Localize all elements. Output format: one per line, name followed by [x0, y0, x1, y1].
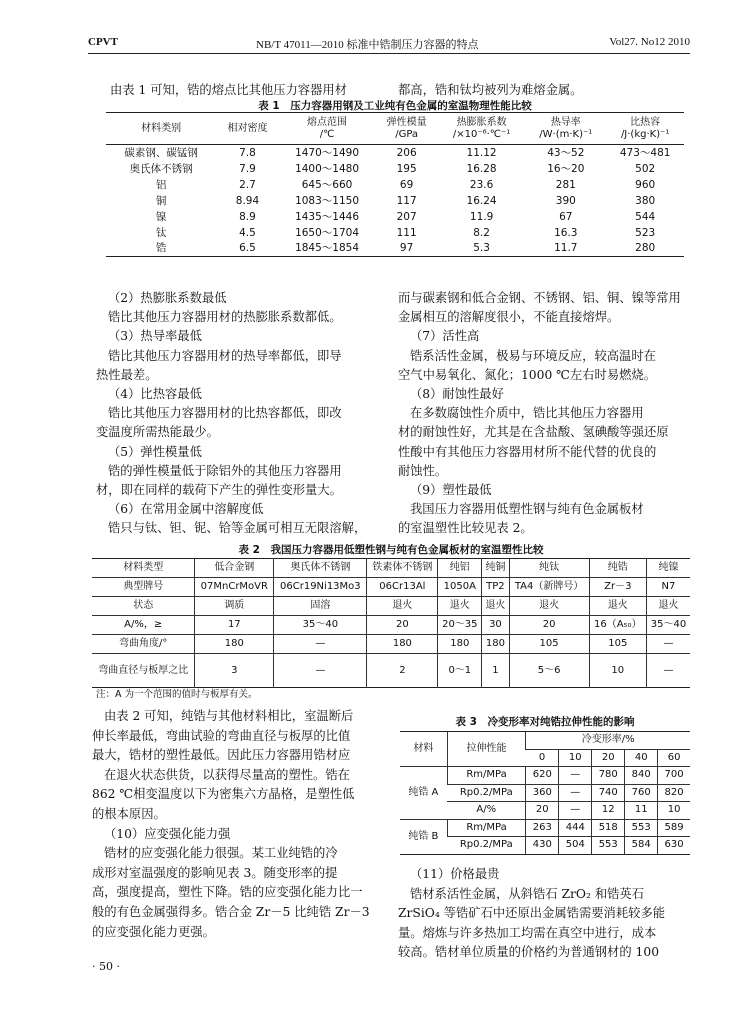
- table-cell: 117: [396, 194, 417, 207]
- table-cell: —: [274, 654, 367, 688]
- header-unit: /GPa: [395, 128, 419, 140]
- table-cell: 11.12: [466, 146, 497, 159]
- table2-header-cell: 低合金钢: [195, 559, 274, 578]
- table-cell: 3: [195, 654, 274, 688]
- table-cell: 16（A₅₀）: [589, 616, 646, 635]
- paragraph-line: 锆材的应变强化能力很强。某工业纯锆的冷: [104, 846, 338, 861]
- table3-header: [400, 732, 690, 750]
- table-cell: 06Cr19Ni13Mo3: [274, 578, 367, 597]
- table-cell: 退火: [509, 597, 589, 616]
- table-cell: 11: [625, 802, 658, 820]
- table-cell: 960: [635, 178, 656, 191]
- paragraph-line: 的应变强化能力更强。: [92, 924, 215, 939]
- paragraph-line: （11）价格最贵: [410, 867, 500, 881]
- paragraph-line: ZrSiO₄ 等锆矿石中还原出金属锆需要消耗较多能: [398, 906, 666, 921]
- paragraph-line: 般的有色金属强得多。锆合金 Zr－5 比纯锆 Zr－3: [92, 905, 370, 919]
- table-cell: 430: [526, 837, 559, 855]
- table2-header-cell: 奥氏体不锈钢: [274, 559, 367, 578]
- table-cell: 2.7: [239, 178, 256, 191]
- header-line: 热导率: [550, 116, 581, 128]
- table-cell: 7.9: [239, 162, 256, 175]
- table-cell: 207: [396, 210, 417, 223]
- table-cell: 69: [399, 178, 414, 191]
- header-line: 材料类别: [141, 122, 182, 134]
- table1-header-cell: [216, 113, 279, 145]
- table-cell: 620: [526, 767, 559, 785]
- table-cell: 589: [658, 819, 690, 837]
- table-cell: 630: [658, 837, 690, 855]
- paragraph-line: 空气中易氧化、氮化；1000 ℃左右时易燃烧。: [398, 367, 657, 382]
- table-row: [106, 145, 684, 161]
- paragraph-line: 锆的弹性模量低于除铝外的其他压力容器用: [108, 463, 342, 478]
- table-cell: —: [559, 802, 592, 820]
- table2-header-cell: 纯铝: [438, 559, 482, 578]
- table-cell: 12: [592, 802, 625, 820]
- rate-cell: 40: [625, 749, 658, 767]
- intro-left: 由表 1 可知，锆的熔点比其他压力容器用材: [110, 83, 347, 97]
- table-cell: 544: [635, 210, 656, 223]
- group-name: 纯锆 A: [400, 767, 447, 820]
- table-cell: 444: [559, 819, 592, 837]
- table-cell: 180: [195, 635, 274, 654]
- paragraph-line: 在多数腐蚀性介质中，锆比其他压力容器用: [410, 406, 644, 421]
- rate-cell: 0: [526, 749, 559, 767]
- table-cell: 97: [399, 242, 414, 255]
- table-cell: —: [646, 654, 690, 688]
- paragraph-line: 高，强度提高，塑性下降。锆的应变强化能力比一: [92, 885, 363, 900]
- table1-header-cell: [606, 113, 684, 145]
- table-cell: 504: [559, 837, 592, 855]
- table-cell: 8.94: [235, 194, 260, 207]
- table2-header-cell: 铁素体不锈钢: [367, 559, 438, 578]
- table-cell: 820: [658, 784, 690, 802]
- paragraph-line: （3）热导率最低: [108, 329, 202, 344]
- table-cell: 20: [526, 802, 559, 820]
- intro-right: 都高，锆和钛均被列为难熔金属。: [398, 83, 583, 97]
- header-line: 相对密度: [227, 122, 268, 134]
- table-row: [400, 819, 690, 837]
- table2-caption: 表 2 我国压力容器用低塑性钢与纯有色金属板材的室温塑性比较: [238, 544, 544, 556]
- table1-header-cell: [106, 113, 216, 145]
- header-unit: /×10⁻⁶·℃⁻¹: [452, 128, 511, 140]
- table-cell: 10: [658, 802, 690, 820]
- table-cell: 1400～1480: [295, 162, 360, 175]
- table-cell: 06Cr13Al: [367, 578, 438, 597]
- table-cell: 1: [482, 654, 509, 688]
- table-row: [92, 578, 690, 597]
- header-line: 弹性模量: [386, 116, 427, 128]
- table3-material-header: 材料: [413, 743, 434, 754]
- table-cell: 0～1: [438, 654, 482, 688]
- table-cell: 280: [635, 242, 656, 255]
- table-cell: 645～660: [301, 178, 353, 191]
- table-cell: 67: [559, 210, 573, 223]
- table-cell: 180: [482, 635, 509, 654]
- paragraph-line: 我国压力容器用低塑性钢与纯有色金属板材: [410, 502, 644, 517]
- volume-info: Vol27. No12 2010: [609, 36, 690, 48]
- table-row: [106, 209, 684, 225]
- table-cell: 518: [592, 819, 625, 837]
- paragraph-line: 的根本原因。: [92, 807, 166, 821]
- table-cell: 退火: [646, 597, 690, 616]
- table-cell: 553: [592, 837, 625, 855]
- table-cell: 退火: [438, 597, 482, 616]
- table-cell: 20: [509, 616, 589, 635]
- header-line: 比热容: [630, 116, 661, 128]
- table-cell: 43～52: [547, 146, 585, 159]
- table-cell: 760: [625, 784, 658, 802]
- table-cell: 弯曲角度/°: [92, 635, 195, 654]
- table-cell: 10: [589, 654, 646, 688]
- journal-abbrev: CPVT: [88, 36, 118, 48]
- paragraph-line: （4）比热容最低: [108, 387, 202, 401]
- header-unit: /℃: [319, 128, 335, 140]
- table-cell: —: [274, 635, 367, 654]
- rate-cell: 10: [559, 749, 592, 767]
- table-cell: 195: [396, 162, 417, 175]
- table-cell: 弯曲直径与板厚之比: [92, 654, 195, 688]
- table-cell: 6.5: [239, 242, 256, 255]
- table-cell: 铝: [155, 178, 167, 191]
- table1: [106, 112, 684, 257]
- table1-header-cell: [438, 113, 525, 145]
- table2: [92, 558, 690, 688]
- paragraph-line: （2）热膨胀系数最低: [108, 291, 227, 305]
- table-cell: 111: [396, 226, 417, 239]
- paragraph-line: （6）在常用金属中溶解度低: [108, 502, 264, 517]
- header-title: NB/T 47011—2010 标准中锆制压力容器的特点: [256, 39, 479, 51]
- paragraph-line: 锆材系活性金属，从斜锆石 ZrO₂ 和锆英石: [410, 886, 645, 901]
- table2-header: [92, 559, 690, 578]
- table3-rate-header: 冷变形率/%: [526, 732, 690, 750]
- paragraph-line: 锆比其他压力容器用材的热膨胀系数都低。: [108, 310, 342, 325]
- table-cell: A/%: [447, 802, 526, 820]
- rate-cell: 60: [658, 749, 690, 767]
- paragraph-line: 由表 2 可知，纯锆与其他材料相比，室温断后: [104, 709, 354, 723]
- table-cell: 16.24: [466, 194, 497, 207]
- paragraph-line: 在退火状态供货，以获得尽量高的塑性。锆在: [104, 767, 350, 782]
- table-cell: 7.8: [239, 146, 256, 159]
- table-cell: 105: [589, 635, 646, 654]
- table2-header-cell: 纯镍: [646, 559, 690, 578]
- table-cell: 铜: [155, 194, 167, 207]
- table-cell: 180: [438, 635, 482, 654]
- paragraph-line: 锆比其他压力容器用材的热导率都低，即导: [108, 348, 342, 363]
- paragraph-line: （7）活性高: [410, 329, 480, 344]
- table-cell: Rp0.2/MPa: [447, 837, 526, 855]
- table-cell: 473～481: [619, 146, 671, 159]
- paragraph-line: 热性最差。: [96, 367, 158, 382]
- table-cell: 1470～1490: [295, 146, 360, 159]
- paragraph-line: 锆系活性金属，极易与环境反应，较高温时在: [410, 348, 656, 363]
- table-row: [92, 616, 690, 635]
- table-cell: 20～35: [438, 616, 482, 635]
- paragraph-line: 较高。锆材单位质量的价格约为普通钢材的 100: [398, 945, 660, 960]
- table-row: [106, 225, 684, 241]
- table-cell: 263: [526, 819, 559, 837]
- table-cell: A/%，≥: [92, 616, 195, 635]
- table2-note: 注：A 为一个范围的值时与板厚有关。: [96, 689, 258, 700]
- table-cell: TP2: [482, 578, 509, 597]
- table-cell: 30: [482, 616, 509, 635]
- paragraph-line: （10）应变强化能力强: [104, 826, 231, 841]
- table1-caption: 表 1 压力容器用钢及工业纯有色金属的室温物理性能比较: [258, 100, 532, 112]
- table-cell: 584: [625, 837, 658, 855]
- table-row: [92, 654, 690, 688]
- table-row: [106, 241, 684, 257]
- table-cell: Zr－3: [589, 578, 646, 597]
- header-line: 热膨胀系数: [456, 116, 507, 128]
- paragraph-line: 锆比其他压力容器用材的比热容都低，即改: [108, 406, 342, 421]
- table-cell: 1845～1854: [295, 242, 360, 255]
- table-cell: 典型牌号: [92, 578, 195, 597]
- table1-header-cell: [375, 113, 438, 145]
- table-cell: N7: [646, 578, 690, 597]
- group-name: 纯锆 B: [400, 819, 447, 854]
- paragraph-line: 耐蚀性。: [398, 463, 448, 478]
- paragraph-line: 性酸中有其他压力容器用材所不能代替的优良的: [398, 444, 657, 459]
- table-cell: 105: [509, 635, 589, 654]
- table3-caption: 表 3 冷变形率对纯锆拉伸性能的影响: [455, 716, 635, 728]
- table-cell: 17: [195, 616, 274, 635]
- table2-header-cell: 纯锆: [589, 559, 646, 578]
- paragraph-line: 金属相互的溶解度很小，不能直接熔焊。: [398, 310, 620, 325]
- table-row: [92, 597, 690, 616]
- table-cell: 钛: [155, 226, 167, 239]
- table-cell: 16～20: [547, 162, 585, 175]
- paragraph-line: 伸长率最低，弯曲试验的弯曲直径与板厚的比值: [92, 728, 351, 743]
- paragraph-line: 材，即在同样的载荷下产生的弹性变形量大。: [96, 483, 342, 497]
- table-cell: 700: [658, 767, 690, 785]
- table-cell: 奥氏体不锈钢: [129, 162, 193, 175]
- paragraph-line: 的室温塑性比较见表 2。: [398, 521, 533, 536]
- table-cell: 16.28: [466, 162, 497, 175]
- table-cell: 523: [635, 226, 656, 239]
- table-cell: Rm/MPa: [447, 819, 526, 837]
- paragraph-line: （8）耐蚀性最好: [410, 387, 504, 401]
- table-cell: 16.3: [554, 226, 578, 239]
- table-cell: 固溶: [274, 597, 367, 616]
- table-cell: 碳素钢、碳锰钢: [124, 146, 198, 159]
- table-cell: 5～6: [509, 654, 589, 688]
- table3-property-header: 拉伸性能: [447, 732, 526, 767]
- table-cell: Rm/MPa: [447, 767, 526, 785]
- table-cell: 1083～1150: [295, 194, 360, 207]
- table-cell: 553: [625, 819, 658, 837]
- table-cell: 11.7: [554, 242, 578, 255]
- table-row: [92, 635, 690, 654]
- table-cell: 23.6: [469, 178, 494, 191]
- table2-header-cell: 纯钛: [509, 559, 589, 578]
- table-cell: 调质: [195, 597, 274, 616]
- table-cell: —: [559, 767, 592, 785]
- table-cell: 8.9: [239, 210, 256, 223]
- table-cell: 退火: [482, 597, 509, 616]
- table-cell: 360: [526, 784, 559, 802]
- table-cell: 20: [367, 616, 438, 635]
- table-cell: 状态: [92, 597, 195, 616]
- table-cell: TA4（新牌号）: [509, 578, 589, 597]
- table-cell: 35～40: [646, 616, 690, 635]
- paragraph-line: 变温度所需热能最少。: [96, 425, 219, 440]
- rate-cell: 20: [592, 749, 625, 767]
- table-cell: 281: [555, 178, 576, 191]
- table-cell: 2: [367, 654, 438, 688]
- table-row: [106, 177, 684, 193]
- header-line: 熔点范围: [307, 116, 348, 128]
- table-cell: 锆: [155, 242, 167, 255]
- table-row: [106, 193, 684, 209]
- paragraph-line: 锆只与钛、钽、铌、铪等金属可相互无限溶解，: [108, 521, 367, 536]
- table-cell: 840: [625, 767, 658, 785]
- table2-header-cell: 纯铜: [482, 559, 509, 578]
- paragraph-line: 最大，锆材的塑性最低。因此压力容器用锆材应: [92, 748, 351, 763]
- running-header: [88, 32, 690, 54]
- page-number: · 50 ·: [92, 960, 120, 973]
- header-unit: /W·(m·K)⁻¹: [539, 128, 593, 140]
- table1-header-cell: [525, 113, 606, 145]
- table-cell: 1050A: [438, 578, 482, 597]
- table-cell: 退火: [589, 597, 646, 616]
- paragraph-line: 862 ℃相变温度以下为密集六方晶格，是塑性低: [92, 787, 355, 802]
- table-cell: 35～40: [274, 616, 367, 635]
- header-unit: /J·(kg·K)⁻¹: [620, 128, 670, 140]
- table1-header: [106, 113, 684, 145]
- table-cell: 206: [396, 146, 417, 159]
- paragraph-line: 而与碳素钢和低合金钢、不锈钢、铝、铜、镍等常用: [398, 291, 681, 305]
- paragraph-line: 材的耐蚀性好，尤其是在含盐酸、氢碘酸等强还原: [398, 425, 669, 440]
- table-cell: 11.9: [469, 210, 494, 223]
- table-cell: 5.3: [473, 242, 490, 255]
- table-cell: 镍: [155, 210, 167, 223]
- table-cell: 740: [592, 784, 625, 802]
- paragraph-line: （5）弹性模量低: [108, 444, 202, 459]
- table-cell: 1650～1704: [295, 226, 360, 239]
- table-cell: 390: [555, 194, 576, 207]
- table2-header-cell: 材料类型: [123, 562, 164, 573]
- table-cell: 8.2: [473, 226, 490, 239]
- table-cell: 180: [367, 635, 438, 654]
- table-cell: 07MnCrMoVR: [195, 578, 274, 597]
- table-cell: 780: [592, 767, 625, 785]
- table-cell: 4.5: [239, 226, 256, 239]
- table-cell: 1435～1446: [295, 210, 360, 223]
- table-cell: 退火: [367, 597, 438, 616]
- paragraph-line: 量。熔炼与许多热加工均需在真空中进行，成本: [398, 925, 657, 940]
- table-cell: —: [646, 635, 690, 654]
- table-row: [400, 767, 690, 785]
- table-cell: —: [559, 784, 592, 802]
- paragraph-line: （9）塑性最低: [410, 483, 492, 497]
- table-cell: 502: [635, 162, 656, 175]
- table-cell: Rp0.2/MPa: [447, 784, 526, 802]
- table-cell: 380: [635, 194, 656, 207]
- paragraph-line: 成形对室温强度的影响见表 3。随变形率的提: [92, 865, 338, 880]
- table1-header-cell: [279, 113, 376, 145]
- table3: [400, 731, 690, 855]
- table-row: [106, 161, 684, 177]
